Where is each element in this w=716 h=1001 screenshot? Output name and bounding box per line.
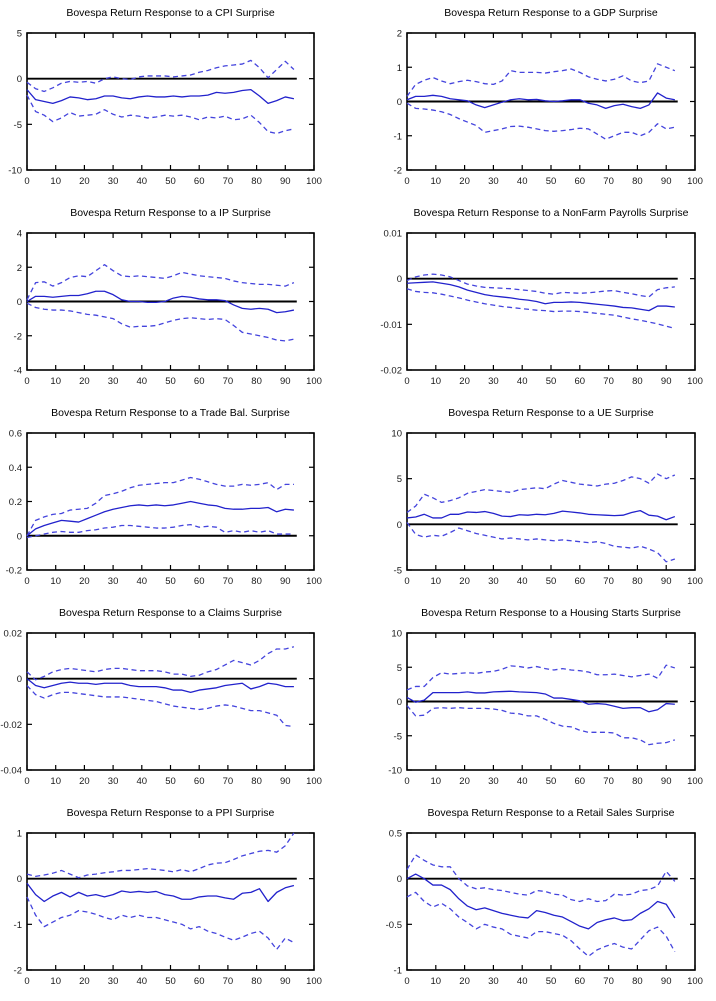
x-tick-label: 80 bbox=[632, 976, 643, 987]
x-tick-label: 20 bbox=[459, 376, 470, 387]
x-tick-label: 40 bbox=[136, 976, 148, 987]
y-tick-label: -0.04 bbox=[0, 765, 22, 777]
x-tick-label: 50 bbox=[545, 776, 557, 787]
x-tick-label: 0 bbox=[24, 976, 30, 987]
y-tick-label: 0 bbox=[16, 531, 22, 543]
axes-box bbox=[407, 433, 695, 570]
x-tick-label: 20 bbox=[79, 976, 90, 987]
x-tick-label: 100 bbox=[687, 576, 703, 587]
x-tick-label: 50 bbox=[545, 376, 557, 387]
chart-title: Bovespa Return Response to a Trade Bal. Surprise bbox=[51, 407, 290, 419]
y-tick-label: 1 bbox=[396, 62, 402, 74]
x-tick-label: 70 bbox=[603, 976, 614, 987]
x-tick-label: 40 bbox=[516, 176, 528, 187]
axes-box bbox=[27, 433, 314, 570]
y-tick-label: 10 bbox=[391, 628, 402, 640]
x-tick-label: 70 bbox=[603, 576, 614, 587]
y-tick-label: 0 bbox=[16, 674, 22, 686]
x-tick-label: 40 bbox=[136, 376, 148, 387]
x-tick-label: 60 bbox=[193, 576, 205, 587]
upper-band-line bbox=[27, 833, 294, 878]
upper-band-line bbox=[407, 665, 675, 690]
x-tick-label: 100 bbox=[306, 176, 322, 187]
x-tick-label: 20 bbox=[79, 176, 90, 187]
x-tick-label: 40 bbox=[516, 776, 528, 787]
y-tick-label: 0 bbox=[396, 519, 402, 531]
y-tick-label: 0 bbox=[16, 74, 22, 86]
y-tick-label: 4 bbox=[16, 228, 22, 240]
mean-line bbox=[407, 874, 675, 929]
x-tick-label: 30 bbox=[107, 576, 119, 587]
x-tick-label: 80 bbox=[251, 776, 262, 787]
mean-line bbox=[407, 511, 675, 520]
y-tick-label: 0.02 bbox=[3, 628, 22, 640]
x-tick-label: 10 bbox=[50, 576, 61, 587]
plot-area-cpi bbox=[0, 0, 358, 200]
upper-band-line bbox=[27, 60, 294, 91]
y-tick-label: -0.5 bbox=[385, 919, 402, 931]
x-tick-label: 50 bbox=[545, 576, 557, 587]
chart-title: Bovespa Return Response to a Retail Sales Surprise bbox=[427, 807, 675, 819]
y-tick-label: -1 bbox=[393, 965, 402, 977]
x-tick-label: 0 bbox=[24, 376, 30, 387]
upper-band-line bbox=[27, 647, 294, 680]
x-tick-label: 20 bbox=[459, 976, 470, 987]
y-tick-label: -0.01 bbox=[380, 319, 402, 331]
subplot-ip-surprise bbox=[0, 200, 358, 400]
x-tick-label: 100 bbox=[687, 976, 703, 987]
y-tick-label: -10 bbox=[8, 165, 22, 177]
y-tick-label: 0 bbox=[396, 274, 402, 286]
chart-title: Bovespa Return Response to a Housing Starts Surprise bbox=[421, 607, 681, 619]
x-tick-label: 60 bbox=[193, 976, 205, 987]
x-tick-label: 100 bbox=[687, 376, 703, 387]
x-tick-label: 10 bbox=[430, 576, 442, 587]
x-tick-label: 10 bbox=[50, 976, 61, 987]
y-tick-label: -10 bbox=[388, 765, 402, 777]
x-tick-label: 90 bbox=[660, 376, 672, 387]
x-tick-label: 70 bbox=[222, 776, 234, 787]
chart-title: Bovespa Return Response to a IP Surprise bbox=[70, 207, 271, 219]
x-tick-label: 10 bbox=[50, 776, 61, 787]
subplot-nonfarm-payrolls-surprise bbox=[358, 200, 716, 400]
mean-line bbox=[27, 90, 294, 104]
plot-area-claims bbox=[0, 600, 358, 800]
y-tick-label: 2 bbox=[16, 262, 22, 274]
x-tick-label: 80 bbox=[632, 576, 643, 587]
lower-band-line bbox=[407, 103, 675, 139]
x-tick-label: 40 bbox=[516, 976, 528, 987]
y-tick-label: 0 bbox=[396, 697, 402, 708]
x-tick-label: 60 bbox=[574, 176, 586, 187]
subplot-claims-surprise bbox=[0, 600, 358, 800]
chart-title: Bovespa Return Response to a UE Surprise bbox=[448, 407, 654, 419]
x-tick-label: 60 bbox=[193, 776, 205, 787]
x-tick-label: 80 bbox=[632, 376, 643, 387]
x-tick-label: 0 bbox=[24, 176, 30, 187]
lower-band-line bbox=[27, 686, 294, 727]
chart-title: Bovespa Return Response to a GDP Surprise bbox=[444, 7, 658, 19]
y-tick-label: 0.2 bbox=[8, 497, 22, 508]
y-tick-label: -1 bbox=[393, 131, 402, 143]
mean-line bbox=[407, 282, 675, 311]
y-tick-label: 0.5 bbox=[388, 828, 402, 840]
x-tick-label: 0 bbox=[404, 176, 410, 187]
x-tick-label: 30 bbox=[107, 376, 119, 387]
x-tick-label: 0 bbox=[404, 376, 410, 387]
x-tick-label: 90 bbox=[660, 176, 672, 187]
y-tick-label: -5 bbox=[393, 565, 402, 577]
y-tick-label: 5 bbox=[16, 28, 22, 40]
x-tick-label: 10 bbox=[430, 976, 442, 987]
axes-box bbox=[27, 633, 314, 770]
axes-box bbox=[407, 233, 695, 370]
subplot-housing-starts-surprise bbox=[358, 600, 716, 800]
y-tick-label: -1 bbox=[13, 919, 22, 931]
x-tick-label: 50 bbox=[165, 976, 176, 987]
x-tick-label: 70 bbox=[222, 976, 234, 987]
x-tick-label: 90 bbox=[280, 576, 291, 587]
y-tick-label: 10 bbox=[391, 428, 402, 440]
x-tick-label: 80 bbox=[251, 576, 262, 587]
x-tick-label: 20 bbox=[459, 776, 470, 787]
plot-area-ppi bbox=[0, 800, 358, 1000]
y-tick-label: 5 bbox=[396, 474, 402, 486]
plot-area-ue bbox=[358, 400, 716, 600]
y-tick-label: 0 bbox=[396, 97, 402, 108]
lower-band-line bbox=[407, 706, 675, 745]
x-tick-label: 20 bbox=[79, 776, 90, 787]
plot-area-housing-starts bbox=[358, 600, 716, 800]
subplot-retail-sales-surprise bbox=[358, 800, 716, 1000]
plot-area-trade-balance bbox=[0, 400, 358, 600]
x-tick-label: 70 bbox=[222, 176, 234, 187]
x-tick-label: 0 bbox=[24, 576, 30, 587]
y-tick-label: 1 bbox=[16, 828, 22, 840]
x-tick-label: 100 bbox=[687, 176, 703, 187]
chart-title: Bovespa Return Response to a CPI Surprise bbox=[66, 7, 275, 19]
x-tick-label: 0 bbox=[24, 776, 30, 787]
plot-area-ip bbox=[0, 200, 358, 400]
plot-area-gdp bbox=[358, 0, 716, 200]
y-tick-label: -2 bbox=[13, 965, 22, 977]
upper-band-line bbox=[407, 64, 675, 97]
y-tick-label: -0.02 bbox=[380, 365, 402, 377]
y-tick-label: -5 bbox=[13, 119, 22, 131]
mean-line bbox=[27, 883, 294, 901]
x-tick-label: 30 bbox=[488, 576, 499, 587]
x-tick-label: 30 bbox=[488, 976, 499, 987]
x-tick-label: 50 bbox=[165, 376, 176, 387]
axes-box bbox=[27, 833, 314, 970]
y-tick-label: 0 bbox=[396, 874, 402, 886]
subplot-ppi-surprise bbox=[0, 800, 358, 1000]
subplot-trade-balance-surprise bbox=[0, 400, 358, 600]
x-tick-label: 30 bbox=[107, 976, 119, 987]
x-tick-label: 40 bbox=[516, 576, 528, 587]
x-tick-label: 30 bbox=[107, 776, 119, 787]
y-tick-label: 0 bbox=[16, 874, 22, 886]
subplot-ue-surprise bbox=[358, 400, 716, 600]
x-tick-label: 0 bbox=[404, 576, 410, 587]
x-tick-label: 90 bbox=[660, 976, 672, 987]
x-tick-label: 80 bbox=[251, 176, 262, 187]
x-tick-label: 20 bbox=[79, 576, 90, 587]
axes-box bbox=[27, 33, 314, 170]
x-tick-label: 90 bbox=[280, 976, 291, 987]
chart-title: Bovespa Return Response to a NonFarm Payrolls Surprise bbox=[413, 207, 689, 219]
x-tick-label: 30 bbox=[488, 776, 499, 787]
x-tick-label: 30 bbox=[488, 176, 499, 187]
y-tick-label: -0.02 bbox=[0, 719, 22, 731]
x-tick-label: 10 bbox=[50, 176, 61, 187]
x-tick-label: 20 bbox=[459, 576, 470, 587]
axes-box bbox=[407, 833, 695, 970]
x-tick-label: 90 bbox=[280, 776, 291, 787]
lower-band-line bbox=[27, 95, 294, 133]
x-tick-label: 60 bbox=[574, 376, 586, 387]
y-tick-label: -5 bbox=[393, 731, 402, 743]
x-tick-label: 100 bbox=[687, 776, 703, 787]
upper-band-line bbox=[27, 265, 294, 300]
x-tick-label: 70 bbox=[222, 576, 234, 587]
chart-title: Bovespa Return Response to a PPI Surprise bbox=[66, 807, 275, 819]
x-tick-label: 100 bbox=[306, 576, 322, 587]
x-tick-label: 50 bbox=[165, 576, 176, 587]
x-tick-label: 50 bbox=[545, 976, 557, 987]
x-tick-label: 80 bbox=[632, 776, 643, 787]
x-tick-label: 70 bbox=[222, 376, 234, 387]
y-tick-label: 0.01 bbox=[383, 228, 402, 240]
x-tick-label: 100 bbox=[306, 976, 322, 987]
upper-band-line bbox=[407, 274, 675, 297]
lower-band-line bbox=[407, 523, 675, 562]
y-tick-label: -2 bbox=[13, 331, 22, 343]
x-tick-label: 60 bbox=[574, 576, 586, 587]
x-tick-label: 40 bbox=[136, 576, 148, 587]
x-tick-label: 40 bbox=[516, 376, 528, 387]
x-tick-label: 20 bbox=[459, 176, 470, 187]
x-tick-label: 10 bbox=[50, 376, 61, 387]
y-tick-label: 0 bbox=[16, 297, 22, 308]
x-tick-label: 80 bbox=[632, 176, 643, 187]
x-tick-label: 100 bbox=[306, 376, 322, 387]
x-tick-label: 40 bbox=[136, 176, 148, 187]
plot-area-retail-sales bbox=[358, 800, 716, 1000]
x-tick-label: 40 bbox=[136, 776, 148, 787]
x-tick-label: 10 bbox=[430, 376, 442, 387]
mean-line bbox=[27, 679, 294, 693]
x-tick-label: 70 bbox=[603, 776, 614, 787]
x-tick-label: 30 bbox=[488, 376, 499, 387]
x-tick-label: 70 bbox=[603, 376, 614, 387]
y-tick-label: 0.4 bbox=[8, 462, 22, 474]
y-tick-label: -2 bbox=[393, 165, 402, 177]
y-tick-label: 2 bbox=[396, 28, 402, 40]
x-tick-label: 100 bbox=[306, 776, 322, 787]
subplot-cpi-surprise bbox=[0, 0, 358, 200]
x-tick-label: 20 bbox=[79, 376, 90, 387]
x-tick-label: 0 bbox=[404, 976, 410, 987]
x-tick-label: 10 bbox=[430, 176, 442, 187]
x-tick-label: 70 bbox=[603, 176, 614, 187]
x-tick-label: 60 bbox=[574, 976, 586, 987]
subplot-gdp-surprise bbox=[358, 0, 716, 200]
upper-band-line bbox=[27, 478, 294, 536]
y-tick-label: 0.6 bbox=[8, 428, 22, 440]
x-tick-label: 90 bbox=[280, 376, 291, 387]
x-tick-label: 50 bbox=[545, 176, 557, 187]
y-tick-label: -4 bbox=[13, 365, 22, 377]
y-tick-label: 5 bbox=[396, 662, 402, 674]
chart-title: Bovespa Return Response to a Claims Surprise bbox=[59, 607, 282, 619]
x-tick-label: 50 bbox=[165, 776, 176, 787]
x-tick-label: 90 bbox=[280, 176, 291, 187]
x-tick-label: 30 bbox=[107, 176, 119, 187]
x-tick-label: 80 bbox=[251, 376, 262, 387]
x-tick-label: 80 bbox=[251, 976, 262, 987]
x-tick-label: 10 bbox=[430, 776, 442, 787]
upper-band-line bbox=[407, 474, 675, 512]
lower-band-line bbox=[407, 892, 675, 956]
y-tick-label: -0.2 bbox=[5, 565, 22, 577]
lower-band-line bbox=[27, 897, 294, 950]
x-tick-label: 60 bbox=[574, 776, 586, 787]
x-tick-label: 90 bbox=[660, 776, 672, 787]
x-tick-label: 0 bbox=[404, 776, 410, 787]
x-tick-label: 60 bbox=[193, 376, 205, 387]
x-tick-label: 50 bbox=[165, 176, 176, 187]
plot-area-nonfarm-payrolls bbox=[358, 200, 716, 400]
x-tick-label: 60 bbox=[193, 176, 205, 187]
x-tick-label: 90 bbox=[660, 576, 672, 587]
